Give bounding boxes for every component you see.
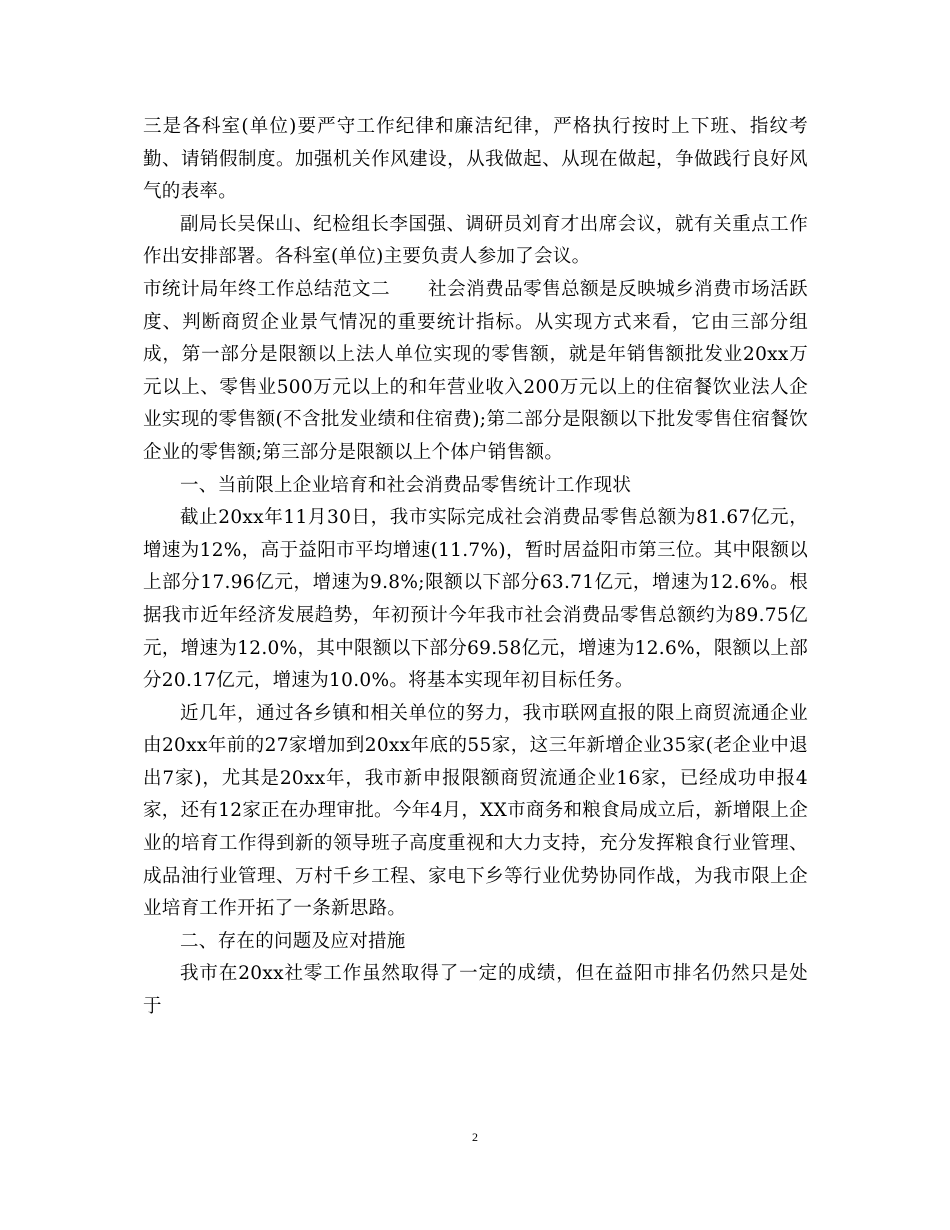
- section-heading: 一、当前限上企业培育和社会消费品零售统计工作现状: [180, 474, 632, 496]
- paragraph: 副局长吴保山、纪检组长李国强、调研员刘育才出席会议，就有关重点工作作出安排部署。各科室(单位)主要负责人参加了会议。: [143, 213, 808, 268]
- paragraph: 市统计局年终工作总结范文二 社会消费品零售总额是反映城乡消费市场活跃度、判断商贸企业景气情况的重要统计指标。从实现方式来看，它由三部分组成，第一部分是限额以上法人单位实现的零售额，就是年销售额批发业20xx万元以上、零售业500万元以上的和年营业收入200万元以上的住宿餐饮业法人企业实现的零售额(不含批发业绩和住宿费);第二部分是限额以下批发零售住宿餐饮企业的零售额;第三部分是限额以上个体户销售额。: [143, 278, 808, 463]
- page-number: 2: [472, 1130, 478, 1144]
- section-heading: 二、存在的问题及应对措施: [180, 930, 406, 952]
- paragraph: 近几年，通过各乡镇和相关单位的努力，我市联网直报的限上商贸流通企业由20xx年前的27家增加到20xx年底的55家，这三年新增企业35家(老企业中退出7家)，尤其是20xx年，我市新申报限额商贸流通企业16家，已经成功申报4家，还有12家正在办理审批。今年4月，XX市商务和粮食局成立后，新增限上企业的培育工作得到新的领导班子高度重视和大力支持，充分发挥粮食行业管理、成品油行业管理、万村千乡工程、家电下乡等行业优势协同作战，为我市限上企业培育工作开拓了一条新思路。: [143, 702, 808, 920]
- paragraph: 三是各科室(单位)要严守工作纪律和廉洁纪律，严格执行按时上下班、指纹考勤、请销假制度。加强机关作风建设，从我做起、从现在做起，争做践行良好风气的表率。: [143, 116, 808, 203]
- paragraph: 截止20xx年11月30日，我市实际完成社会消费品零售总额为81.67亿元，增速为12%，高于益阳市平均增速(11.7%)，暂时居益阳市第三位。其中限额以上部分17.96亿元，增速为9.8%;限额以下部分63.71亿元，增速为12.6%。根据我市近年经济发展趋势，年初预计今年我市社会消费品零售总额约为89.75亿元，增速为12.0%，其中限额以下部分69.58亿元，增速为12.6%，限额以上部分20.17亿元，增速为10.0%。将基本实现年初目标任务。: [143, 507, 808, 692]
- paragraph: 我市在20xx社零工作虽然取得了一定的成绩，但在益阳市排名仍然只是处于: [143, 963, 808, 1018]
- document-body: [143, 111, 808, 1024]
